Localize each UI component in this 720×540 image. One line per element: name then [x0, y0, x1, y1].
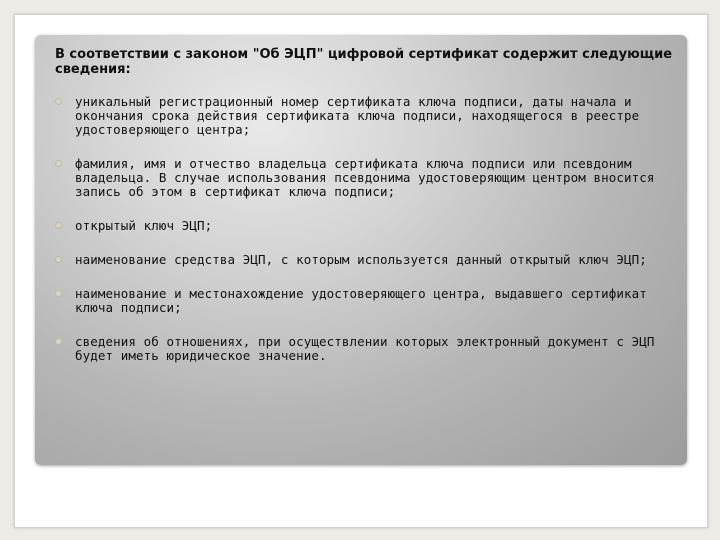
bullet-dot-icon [56, 223, 61, 228]
bullet-dot-icon [56, 291, 61, 296]
bullet-text: наименование средства ЭЦП, с которым используется данный открытый ключ ЭЦП; [75, 252, 647, 267]
bullet-item [55, 95, 673, 137]
content-panel [35, 35, 687, 465]
slide-heading: В соответствии с законом "Об ЭЦП" цифровой сертификат содержит следующие сведения: [55, 47, 673, 77]
bullet-text: наименование и местонахождение удостоверяющего центра, выдавшего сертификат ключа подписи; [75, 286, 647, 315]
bullet-text: открытый ключ ЭЦП; [75, 218, 213, 233]
bullet-list [55, 95, 673, 383]
bullet-item [55, 287, 673, 315]
bullet-dot-icon [56, 257, 61, 262]
bullet-item [55, 219, 673, 233]
bullet-text: уникальный регистрационный номер сертификата ключа подписи, даты начала и окончания срока действия сертификата ключа подписи, находящегося в реестре удостоверяющего центра; [75, 94, 640, 137]
bullet-dot-icon [56, 99, 61, 104]
bullet-item [55, 253, 673, 267]
bullet-text: фамилия, имя и отчество владельца сертификата ключа подписи или псевдоним владельца. В случае использования псевдонима удостоверяющим центром вносится запись об этом в сертификат ключа подписи; [75, 156, 655, 199]
bullet-dot-icon [56, 161, 61, 166]
bullet-item [55, 335, 673, 363]
bullet-dot-icon [56, 339, 61, 344]
bullet-text: сведения об отношениях, при осуществлении которых электронный документ с ЭЦП будет иметь юридическое значение. [75, 334, 655, 363]
bullet-item [55, 157, 673, 199]
slide-frame [14, 14, 708, 528]
